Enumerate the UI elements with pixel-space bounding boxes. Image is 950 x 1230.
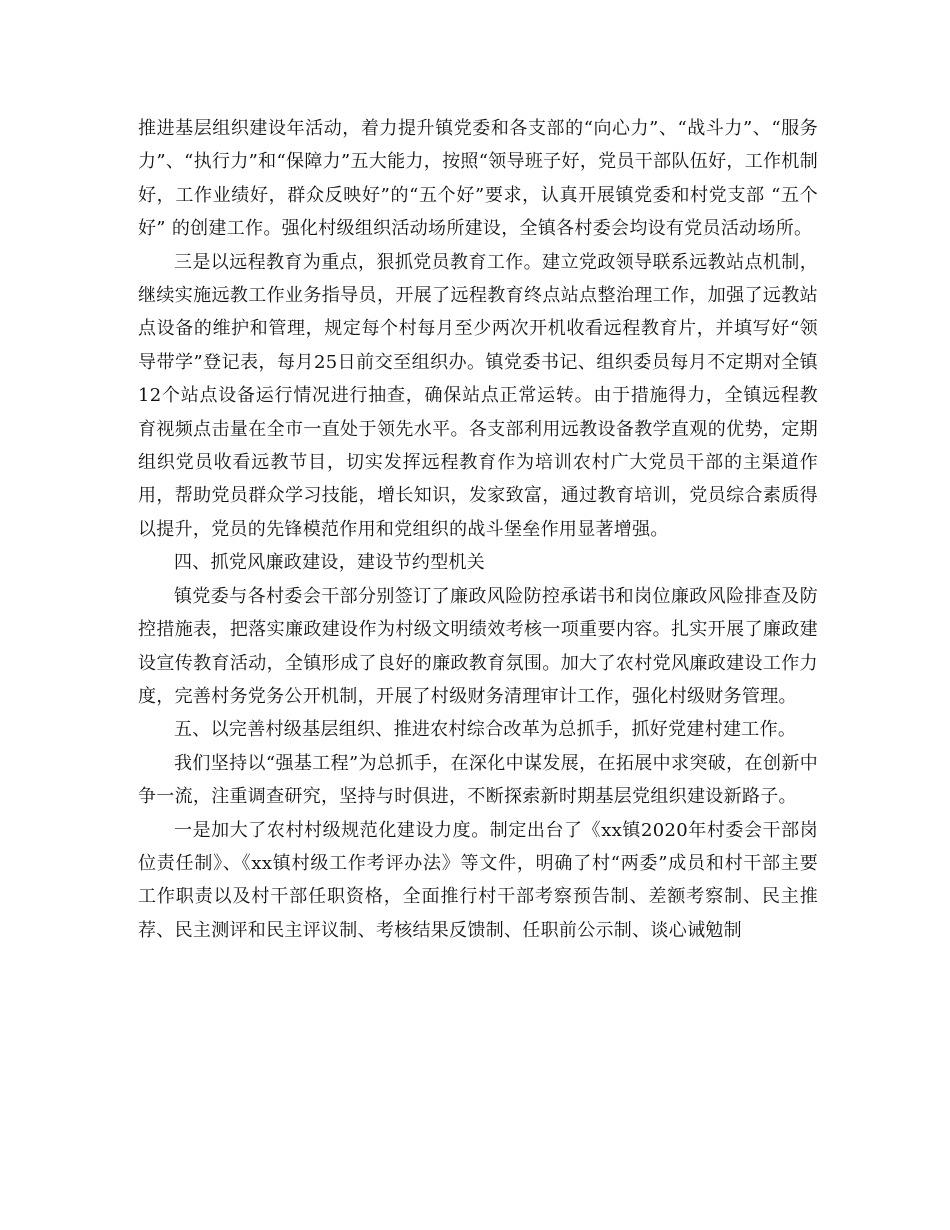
paragraph-strong-foundation: 我们坚持以“强基工程”为总抓手，在深化中谋发展，在拓展中求突破，在创新中争一流，注重调查研究，坚持与时俱进，不断探索新时期基层党组织建设新路子。 <box>138 752 818 808</box>
paragraph-integrity: 镇党委与各村委会干部分别签订了廉政风险防控承诺书和岗位廉政风险排查及防控措施表，把落实廉政建设作为村级文明绩效考核一项重要内容。扎实开展了廉政建设宣传教育活动，全镇形成了良好的廉政教育氛围。加大了农村党风廉政建设工作力度，完善村务党务公开机制，开展了村级财务清理审计工作，强化村级财务管理。 <box>138 585 818 707</box>
paragraph-remote-education: 三是以远程教育为重点，狠抓党员教育工作。建立党政领导联系远教站点机制，继续实施远教工作业务指导员，开展了远程教育终点站点整治理工作，加强了远教站点设备的维护和管理，规定每个村每月至少两次开机收看远程教育片，并填写好“领导带学”登记表，每月25日前交至组织办。镇党委书记、组织委员每月不定期对全镇12个站点设备运行情况进行抽查，确保站点正常运转。由于措施得力，全镇远程教育视频点击量在全市一直处于领先水平。各支部利用远教设备教学直观的优势，定期组织党员收看远教节目，切实发挥远程教育作为培训农村广大党员干部的主渠道作用，帮助党员群众学习技能，增长知识，发家致富，通过教育培训，党员综合素质得以提升，党员的先锋模范作用和党组织的战斗堡垒作用显著增强。 <box>138 251 818 540</box>
paragraph-standardization: 一是加大了农村村级规范化建设力度。制定出台了《xx镇2020年村委会干部岗位责任制》、《xx镇村级工作考评办法》等文件，明确了村“两委”成员和村干部主要工作职责以及村干部任职资格，全面推行村干部考察预告制、差额考察制、民主推荐、民主测评和民主评议制、考核结果反馈制、任职前公示制、谈心诫勉制 <box>138 819 818 941</box>
section-heading-reform: 五、以完善村级基层组织、推进农村综合改革为总抓手，抓好党建村建工作。 <box>174 719 797 741</box>
paragraph-continuation: 推进基层组织建设年活动，着力提升镇党委和各支部的“向心力”、“战斗力”、“服务力”、“执行力”和“保障力”五大能力，按照“领导班子好，党员干部队伍好，工作机制好，工作业绩好，群众反映好”的“五个好”要求，认真开展镇党委和村党支部 “五个好” 的创建工作。强化村级组织活动场所建设，全镇各村委会均设有党员活动场所。 <box>138 118 818 240</box>
document-page <box>138 112 818 947</box>
section-heading-integrity: 四、抓党风廉政建设，建设节约型机关 <box>174 552 486 574</box>
